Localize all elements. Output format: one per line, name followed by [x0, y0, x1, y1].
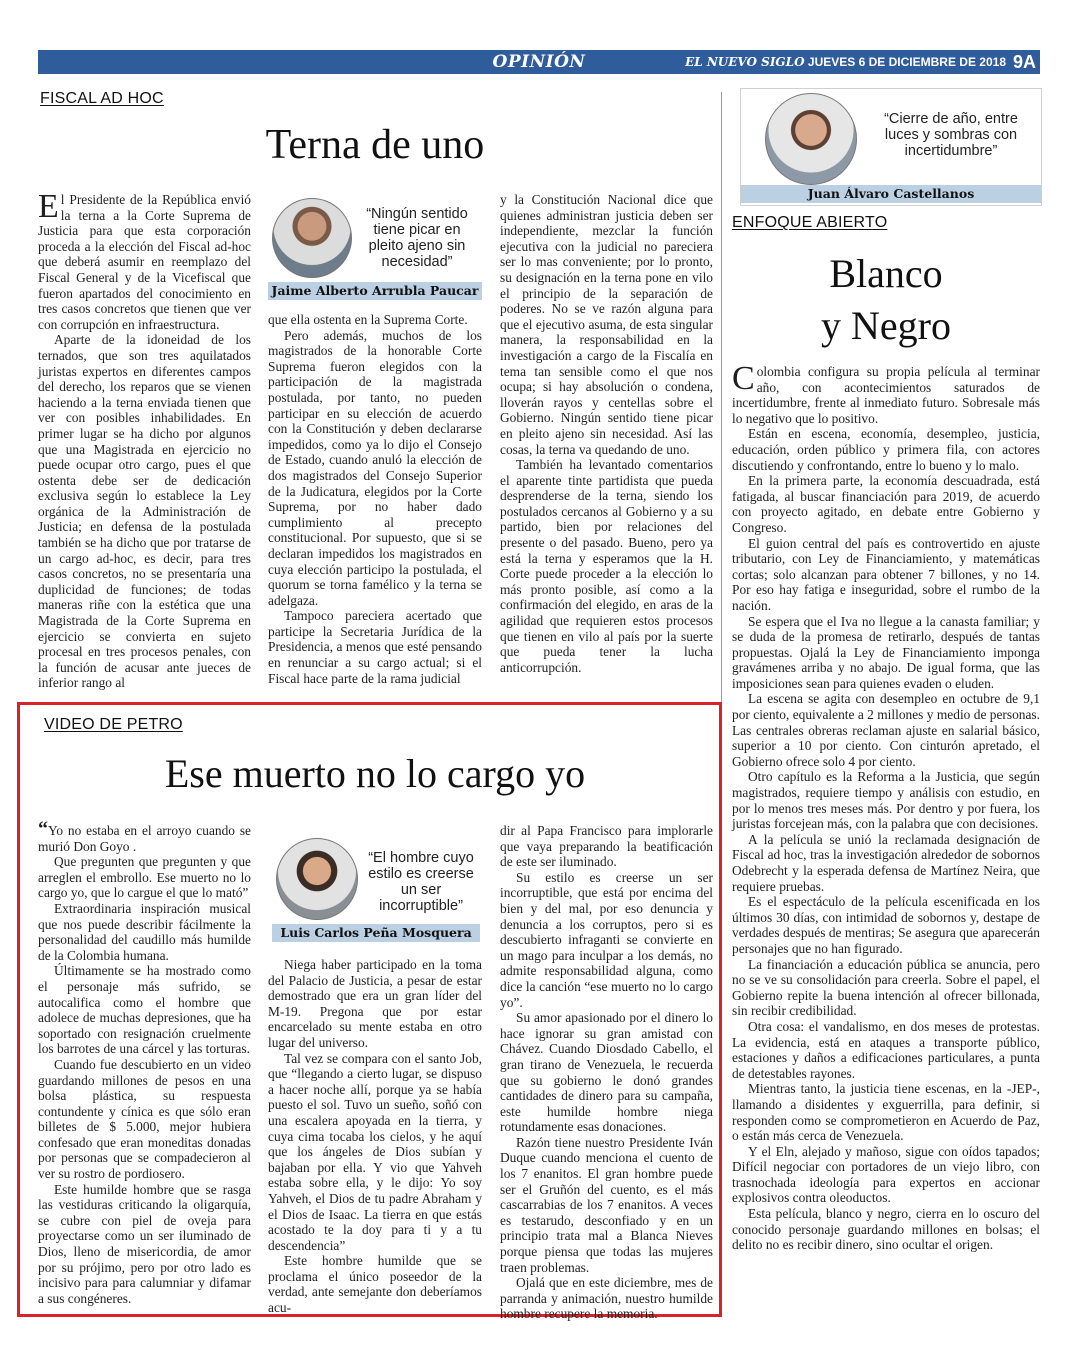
article3-column — [732, 360, 1040, 1298]
article1-paragraph: También ha levantado comentarios el aparente tinte partidista que pueda desprenderse de la terna, siendo los postulados cercanos al Gobierno y a su partido, bien por relaciones del presente o del pasado. Bueno, pero ya está la terna y esperamos que la H. Corte puede proceder a la elección lo más pronto posible, así como a la confirmación del elegido, en aras de la agilidad que requieren estos procesos que tienen en vilo al país por la suerte que pueda tener la lucha anticorrupción. — [500, 457, 713, 675]
article1-paragraph: l Presidente de la República envió la terna a la Corte Suprema de Justicia para que esta corporación proceda a la elección del Fiscal ad-hoc que deberá asumir en reemplazo del Fiscal General y de la Vicefiscal que fueron apartados del conocimiento en tres casos concretos que tienen que ver con corrupción en infraestructura. — [38, 192, 251, 332]
article1-paragraph: y la Constitución Nacional dice que quienes administran justicia deben ser independiente, mezclar la función ejecutiva con la judicial no pareciera ser lo mas conveniente; por lo pronto, su designación en la terna pone en vilo el principio de la separación de poderes. No se ve razón alguna para que el ejecutivo asuma, de esta singular manera, la responsabilidad en la investigación a cargo de la Fiscalía en tema tan sensible como el que nos ocupa; si hay absolución o condena, lloverán rayos y centellas sobre el Gobierno. Ningún sentido tiene picar en pleito ajeno sin necesidad. Así las cosas, la terna va quedando de uno. — [500, 192, 713, 457]
article3-pullquote-box — [740, 88, 1042, 206]
article1-column-2 — [268, 312, 482, 686]
article3-paragraph: Están en escena, economía, desempleo, justicia, educación, orden público y primera fila, con actores discutiendo y confrontando, entre lo bueno y lo malo. — [732, 426, 1040, 473]
article3-paragraph: Mientras tanto, la justicia tiene escenas, en la -JEP-, llamando a disidentes y exguerrilla, para definir, si responden como se comprometieron en Acuerdo de Paz, o están más cerca de Venezuela. — [732, 1081, 1040, 1144]
article2-column-1 — [38, 818, 251, 1306]
article3-headline-line2: y Negro — [821, 303, 951, 348]
article1-paragraph: Pero además, muchos de los magistrados de la honorable Corte Suprema fueron elegidos con la participación de la magistrada postulada, por tanto, no pueden participar en su elección de acuerdo con la Constitución y deben declararse impedidos, como ya lo dijo el Consejo de Estado, cuando anuló la elección de dos magistrados del Consejo Superior de la Judicatura, elegidos por la Corte Suprema, por no haber dado cumplimiento al precepto constitucional. Por supuesto, que si se declaran impedidos los magistrados en cuya elección participo la postulada, el quorum se torna famélico y la terna se adelgaza. — [268, 327, 482, 608]
article1-paragraph: Aparte de la idoneidad de los ternados, que son tres aquilatados juristas expertos en diferentes campos del derecho, los reparos que se vienen haciendo a la terna enviada tienen que ver con posibles inhabilidades. En primer lugar se ha dicho por algunos que una Magistrada en ejercicio no puede ocupar otro cargo, pues el que ostenta debe ser de dedicación exclusiva según lo establece la Ley orgánica de la Administración de Justicia; en defensa de la postulada también se ha dicho que por tratarse de un cargo ad-hoc, es decir, para tres casos concretos, no se presentaría una duplicidad de funciones; de todas maneras riñe con la estética que una Magistrada de la Corte Suprema en ejercicio se convierta en sujeto procesal en tres procesos penales, con la función de acusar ante jueces de inferior rango al — [38, 332, 251, 691]
article1-author-bar: Jaime Alberto Arrubla Paucar — [268, 282, 482, 300]
article1-paragraph: que ella ostenta en la Suprema Corte. — [268, 312, 468, 327]
section-title: OPINIÓN — [492, 52, 586, 72]
article1-column-1 — [38, 188, 251, 691]
article2-paragraph: Últimamente se ha mostrado como el personaje más sufrido, se autocalifica como el hombre que adolece de muchas depresiones, que ha soportado con resignación cruelmente los barrotes de una cárcel y las torturas. — [38, 963, 251, 1057]
article3-paragraph: Se espera que el Iva no llegue a la canasta familiar; y se duda de la promesa de retirarlo, después de tantas propuestas. Ojalá la Ley de Financiamiento imponga gravámenes arriba y no abajo. De igual forma, que las imposiciones sean para quienes evaden o eluden. — [732, 613, 1040, 691]
newspaper-name: EL NUEVO SIGLO — [685, 55, 805, 69]
article1-headline: Terna de uno — [265, 122, 485, 168]
article2-paragraph: Cuando fue descubierto en un video guardando millones de pesos en una bolsa plástica, su respuesta contundente y cínica es que sólo eran billetes de $ 5.000, mejor hubiera confesado que eran moneditas donadas por personas que se compadecieron al ver su rostro de pordiosero. — [38, 1056, 251, 1182]
article2-paragraph: Niega haber participado en la toma del Palacio de Justicia, a pesar de estar demostrado que era un gran líder del M-19. Pregona que por estar encarcelado su mente estaba en otro lugar del universo. — [268, 957, 482, 1050]
page-number: 9A — [1012, 52, 1036, 72]
article3-paragraph: La financiación a educación pública se anuncia, pero no se ve su consolidación para creerla. Sobre el papel, el Gobierno repite la buena intención al ofrecer billonada, sin recibir credibilidad. — [732, 956, 1040, 1019]
article3-headline-line1: Blanco — [829, 251, 943, 296]
article2-paragraph: Ojalá que en este diciembre, mes de parranda y animación, nuestro humilde hombre recupere la memoria. — [500, 1275, 713, 1322]
article3-paragraph: Otra cosa: el vandalismo, en dos meses de protestas. La evidencia, está en ataques a transporte público, estaciones y daños a edificaciones particulares, a punta de detestables rayones. — [732, 1018, 1040, 1081]
article2-kicker: VIDEO DE PETRO — [44, 716, 183, 733]
article3-dropcap: C — [732, 360, 755, 397]
article1-kicker: FISCAL AD HOC — [40, 90, 164, 107]
article3-paragraph: A la película se unió la reclamada designación de Fiscal ad hoc, tras la investigación alrededor de sobornos Odebrecht y la esperada defensa de Martínez Neira, que requiere pruebas. — [732, 831, 1040, 894]
article2-pullquote-box — [272, 832, 480, 946]
page-header — [38, 50, 1040, 74]
article1-pullquote-box — [268, 194, 482, 304]
article2-paragraph: Razón tiene nuestro Presidente Iván Duque cuando menciona el cuento de los 7 enanitos. El gran hombre puede ser el Gruñón del cuento, es el más cascarrabias de los 7 enanitos. A veces es testarudo, desconfiado y en un principio trata mal a Blanca Nieves porque piensa que todas las mujeres traen problemas. — [500, 1134, 713, 1275]
article3-paragraph: Es el espectáculo de la película escenificada en los últimos 30 días, con intimidad de sobornos y, destape de verdades después de mentiras; Se asegura que aparecerán personajes que no han figurado. — [732, 894, 1040, 956]
article3-pullquote: “Cierre de año, entre luces y sombras con incertidumbre” — [884, 111, 1018, 159]
author-photo-arrubla — [272, 198, 352, 278]
article2-column-2 — [268, 957, 482, 1316]
article2-author-bar: Luis Carlos Peña Mosquera — [272, 924, 480, 942]
article3-paragraph: olombia configura su propia película al terminar año, con acontecimientos saturados de incertidumbre, frente al inmediato futuro. Sobresale más lo negativo que lo positivo. — [732, 364, 1040, 426]
article2-paragraph: Extraordinaria inspiración musical que nos puede describir fácilmente la personalidad del caudillo más humilde de la Colombia humana. — [38, 900, 251, 963]
article2-paragraph: dir al Papa Francisco para implorarle que vaya preparando la beatificación de este ser iluminado. — [500, 823, 713, 870]
article3-headline — [732, 248, 1040, 352]
article2-paragraph: Este hombre humilde que se proclama el único poseedor de la verdad, ante semejante don deberíamos acu- — [268, 1253, 482, 1316]
article2-paragraph: Yo no estaba en el arroyo cuando se murió Don Goyo . — [38, 823, 251, 854]
article3-paragraph: La escena se agita con desempleo en octubre de 9,1 por ciento, equivalente a 2 millones y medio de personas. Las centrales obreras reclaman ajuste en salarial básico, superior a 10 por ciento. Con cinturón apretado, el Gobierno ofrece solo 4 por ciento. — [732, 691, 1040, 769]
article2-headline: Ese muerto no lo cargo yo — [164, 751, 586, 796]
issue-date: JUEVES 6 DE DICIEMBRE DE 2018 — [807, 55, 1006, 69]
author-photo-pena — [276, 838, 358, 920]
article1-column-3 — [500, 192, 713, 675]
article3-paragraph: Otro capítulo es la Reforma a la Justicia, que según magistrados, requiere tiempo y análisis con estudio, en por lo menos tres meses más. Por dentro y por fuera, los juristas forcejean más, con la palabra que con decisiones. — [732, 769, 1040, 832]
article2-paragraph: Su amor apasionado por el dinero lo hace ignorar su gran amistad con Chávez. Cuando Diosdado Cabello, el gran tirano de Venezuela, le recuerda que su gobierno le donó grandes cantidades de dinero para su campaña, este humilde hombre niega rotundamente esas donaciones. — [500, 1010, 713, 1135]
article2-paragraph: Su estilo es creerse un ser incorruptible, que está por encima del bien y del mal, por eso denuncia y denuncia a los corruptos, pero si es descubierto infraganti se convierte en un mago para inculpar a los demás, no admite responsabilidad alguna, como dice la canción “ese muerto no lo cargo yo”. — [500, 869, 713, 1010]
author-photo-castellanos — [765, 93, 857, 185]
header-info — [685, 50, 1006, 74]
article1-pullquote: “Ningún sentido tiene picar en pleito ajeno sin necesidad” — [366, 206, 468, 270]
article3-kicker: ENFOQUE ABIERTO — [732, 214, 888, 231]
article3-paragraph: Y el Eln, alejado y mañoso, sigue con oídos tapados; Difícil negociar con portadores de un viejo libro, con trasnochada ideología para expertos en accionar explosivos contra oleoductos. — [732, 1143, 1040, 1206]
article1-dropcap: E — [38, 188, 59, 225]
article3-author-bar: Juan Álvaro Castellanos — [741, 185, 1041, 203]
open-quote-mark: “ — [38, 818, 48, 840]
article2-paragraph: Este humilde hombre que se rasga las vestiduras criticando la oligarquía, se cubre con piel de oveja para proyectarse como un ser iluminado de Dios, lleno de misericordia, de amor por su prójimo, pero por otro lado es incisivo para para calumniar y difamar a sus congéneres. — [38, 1181, 251, 1306]
article2-pullquote: “El hombre cuyo estilo es creerse un ser incorruptible” — [368, 850, 474, 914]
article2-column-3 — [500, 823, 713, 1322]
article3-paragraph: Esta película, blanco y negro, cierra en lo oscuro del conocido personaje guardando millones en bolsas; el delito no es recibir dinero, sino ocultar el origen. — [732, 1206, 1040, 1253]
article2-paragraph: Tal vez se compara con el santo Job, que “llegando a cierto lugar, se dispuso a hacer noche allí, porque ya se había puesto el sol. Tuvo un sueño, soñó con una escalera apoyada en la tierra, y cuya cima tocaba los cielos, y he aquí que los ángeles de Dios subían y bajaban por ella. Y vio que Yahveh estaba sobre ella, y le dijo: Yo soy Yahveh, el Dios de tu padre Abraham y el Dios de Isaac. La tierra en que estás acostado te la doy para ti y a tu descendencia” — [268, 1050, 482, 1253]
article3-paragraph: En la primera parte, la economía descuadrada, está fatigada, al buscar financiación para 2019, de acuerdo con proyecto agitado, en debate entre Gobierno y Congreso. — [732, 473, 1040, 535]
article1-paragraph: Tampoco pareciera acertado que participe la Secretaria Jurídica de la Presidencia, a menos que esté pensando en renunciar a su cargo actual; si el Fiscal hace parte de la rama judicial — [268, 608, 482, 686]
article3-paragraph: El guion central del país es controvertido en ajuste tributario, con Ley de Financiamiento, y matemáticas cortas; solo alcanzan para obtener 7 billones, y no 14. Por eso hay fatiga e inseguridad, sobre el rumbo de la nación. — [732, 535, 1040, 613]
article2-paragraph: Que pregunten que pregunten y que arreglen el embrollo. Ese muerto no lo cargo yo, que lo cargue el que lo mató” — [38, 854, 251, 901]
